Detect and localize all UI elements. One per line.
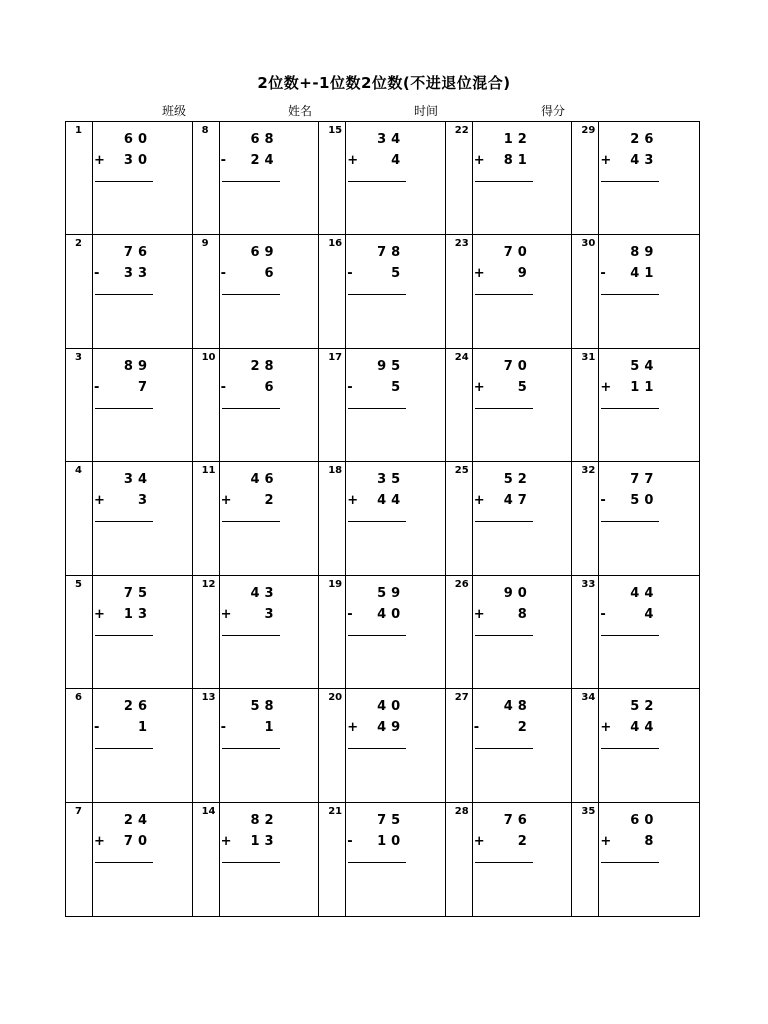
problem-number: 2: [75, 238, 82, 250]
answer-line[interactable]: [95, 862, 153, 863]
problem-number: 10: [201, 351, 216, 363]
index-column: [572, 122, 599, 234]
problem-number: 14: [201, 805, 216, 817]
problem-cell: [572, 803, 699, 916]
operator: +: [94, 153, 105, 168]
operator: +: [600, 720, 612, 736]
second-operand: 13: [250, 833, 279, 849]
second-operand: 10: [377, 833, 406, 849]
problem-number: 32: [581, 465, 596, 477]
second-operand-row: [600, 153, 658, 168]
index-column: [446, 576, 473, 688]
worksheet-title: 2位数+-1位数2位数(不进退位混合): [257, 74, 511, 92]
problem-cell: [319, 689, 446, 802]
second-operand: 30: [123, 153, 152, 168]
answer-line[interactable]: [222, 181, 280, 182]
problem-number: 12: [201, 578, 216, 590]
second-operand: 4: [391, 153, 406, 168]
first-operand: 70: [503, 358, 532, 374]
index-column: [319, 122, 346, 234]
operator: -: [220, 720, 226, 736]
second-operand: 3: [137, 493, 152, 509]
first-operand: 12: [503, 132, 532, 147]
index-column: [66, 235, 93, 347]
problem-cell: [319, 349, 446, 462]
second-operand-row: [347, 153, 405, 168]
problem-number: 1: [75, 125, 82, 136]
index-column: [319, 803, 346, 916]
problem-cell: [319, 122, 446, 235]
index-column: [572, 689, 599, 801]
first-operand: 69: [250, 245, 279, 261]
operator: +: [347, 153, 359, 168]
answer-line[interactable]: [348, 862, 406, 863]
first-operand: 43: [250, 585, 279, 601]
answer-line[interactable]: [475, 408, 533, 409]
operator: +: [220, 493, 232, 509]
index-column: [193, 462, 220, 574]
problem-cell: [193, 235, 320, 348]
answer-line[interactable]: [601, 862, 659, 863]
second-operand: 1: [264, 720, 279, 736]
operator: -: [347, 833, 353, 849]
answer-line[interactable]: [222, 408, 280, 409]
index-column: [446, 349, 473, 461]
index-column: [446, 803, 473, 916]
problem-number: 25: [454, 465, 469, 477]
operator: +: [473, 379, 485, 395]
problem-cell: [193, 462, 320, 575]
first-operand: 59: [377, 585, 406, 601]
second-operand-row: [94, 380, 152, 395]
problem-cell: [572, 689, 699, 802]
problem-number: 17: [328, 351, 343, 363]
first-operand: 58: [250, 699, 279, 715]
problem-number: 13: [201, 692, 216, 704]
score-label: 得分: [541, 104, 566, 118]
operator: +: [94, 833, 105, 849]
problem-cell: [572, 349, 699, 462]
first-operand: 90: [503, 585, 532, 601]
problem-number: 6: [75, 692, 82, 704]
problem-cell: [572, 235, 699, 348]
operator: -: [347, 606, 353, 622]
second-operand-row: [474, 266, 532, 281]
index-column: [319, 349, 346, 461]
index-column: [66, 803, 93, 916]
first-operand: 70: [503, 245, 532, 261]
first-operand: 34: [123, 472, 152, 488]
operator: +: [473, 833, 485, 849]
answer-line[interactable]: [475, 181, 533, 182]
answer-line[interactable]: [222, 635, 280, 636]
operator: -: [600, 266, 606, 282]
index-column: [572, 462, 599, 574]
answer-line[interactable]: [601, 635, 659, 636]
operator: +: [94, 493, 105, 509]
first-operand: 76: [123, 245, 152, 261]
name-label: 姓名: [288, 104, 313, 118]
second-operand: 2: [264, 493, 279, 509]
problem-cell: [446, 803, 573, 916]
second-operand-row: [347, 380, 405, 395]
answer-line[interactable]: [95, 635, 153, 636]
operator: +: [473, 493, 485, 509]
operator: -: [600, 606, 606, 622]
class-label: 班级: [162, 104, 187, 118]
second-operand: 13: [123, 606, 152, 622]
operator: +: [220, 833, 232, 849]
index-column: [446, 122, 473, 234]
operator: -: [94, 379, 100, 395]
problem-number: 21: [328, 805, 343, 817]
problem-cell: [572, 462, 699, 575]
answer-line[interactable]: [348, 294, 406, 295]
problem-cell: [193, 803, 320, 916]
problem-cell: [193, 122, 320, 235]
first-operand: 78: [377, 245, 406, 261]
operator: -: [473, 720, 480, 736]
index-column: [193, 349, 220, 461]
second-operand: 6: [264, 379, 279, 395]
answer-line[interactable]: [222, 748, 280, 749]
operator: -: [600, 493, 606, 509]
operator: +: [600, 379, 612, 395]
operator: -: [220, 153, 226, 168]
problem-cell: [66, 349, 193, 462]
second-operand: 5: [391, 379, 406, 395]
index-column: [66, 576, 93, 688]
first-operand: 95: [377, 358, 406, 374]
problem-number: 35: [581, 805, 596, 817]
problem-cell: [572, 576, 699, 689]
first-operand: 54: [630, 358, 659, 374]
first-operand: 26: [630, 132, 659, 147]
first-operand: 82: [250, 812, 279, 828]
problem-number: 24: [454, 351, 469, 363]
problem-cell: [319, 462, 446, 575]
operator: -: [94, 720, 100, 736]
second-operand: 2: [517, 833, 532, 849]
second-operand-row: [94, 266, 152, 281]
second-operand-row: [94, 720, 152, 735]
second-operand-row: [600, 266, 658, 281]
second-operand: 7: [137, 379, 152, 395]
second-operand-row: [347, 720, 405, 735]
second-operand-row: [347, 607, 405, 622]
operator: +: [600, 833, 612, 849]
index-column: [446, 462, 473, 574]
first-operand: 60: [123, 132, 152, 147]
second-operand-row: [474, 834, 532, 849]
first-operand: 52: [630, 699, 659, 715]
index-column: [446, 689, 473, 801]
index-column: [66, 462, 93, 574]
answer-line[interactable]: [348, 521, 406, 522]
second-operand: 41: [630, 266, 659, 282]
second-operand: 9: [517, 266, 532, 282]
operator: +: [473, 606, 485, 622]
first-operand: 75: [377, 812, 406, 828]
first-operand: 24: [123, 812, 152, 828]
index-column: [193, 235, 220, 347]
index-column: [66, 349, 93, 461]
first-operand: 89: [123, 358, 152, 374]
second-operand: 49: [377, 720, 406, 736]
problem-number: 16: [328, 238, 343, 250]
first-operand: 26: [123, 699, 152, 715]
second-operand-row: [221, 266, 279, 281]
answer-line[interactable]: [95, 521, 153, 522]
first-operand: 34: [377, 132, 406, 147]
problem-cell: [193, 349, 320, 462]
problem-grid: [65, 121, 700, 917]
problem-number: 20: [328, 692, 343, 704]
index-column: [193, 122, 220, 234]
answer-line[interactable]: [475, 635, 533, 636]
first-operand: 48: [503, 699, 532, 715]
problem-number: 23: [454, 238, 469, 250]
operator: +: [220, 606, 232, 622]
problem-cell: [446, 122, 573, 235]
second-operand-row: [94, 493, 152, 508]
operator: +: [347, 493, 359, 509]
first-operand: 77: [630, 472, 659, 488]
operator: +: [347, 720, 359, 736]
second-operand: 47: [503, 493, 532, 509]
first-operand: 75: [123, 585, 152, 601]
index-column: [572, 803, 599, 916]
second-operand: 1: [137, 720, 152, 736]
answer-line[interactable]: [601, 521, 659, 522]
problem-cell: [446, 235, 573, 348]
problem-number: 7: [75, 805, 82, 817]
index-column: [319, 462, 346, 574]
answer-line[interactable]: [348, 181, 406, 182]
first-operand: 40: [377, 699, 406, 715]
answer-line[interactable]: [95, 294, 153, 295]
second-operand-row: [221, 720, 279, 735]
problem-cell: [446, 462, 573, 575]
first-operand: 35: [377, 472, 406, 488]
index-column: [66, 689, 93, 801]
problem-number: 33: [581, 578, 596, 590]
header-labels: [0, 102, 768, 120]
index-column: [319, 689, 346, 801]
problem-number: 11: [201, 465, 216, 477]
second-operand: 24: [250, 153, 279, 168]
second-operand-row: [600, 493, 658, 508]
second-operand-row: [221, 493, 279, 508]
second-operand: 8: [644, 833, 659, 849]
second-operand-row: [94, 834, 152, 849]
second-operand-row: [600, 834, 658, 849]
second-operand: 11: [630, 379, 659, 395]
problem-number: 8: [201, 125, 209, 136]
problem-cell: [66, 689, 193, 802]
problem-number: 34: [581, 692, 596, 704]
second-operand: 2: [517, 720, 532, 736]
operator: -: [94, 266, 100, 282]
time-label: 时间: [414, 104, 439, 118]
second-operand: 3: [264, 606, 279, 622]
index-column: [572, 576, 599, 688]
operator: +: [473, 153, 485, 168]
answer-line[interactable]: [95, 748, 153, 749]
problem-number: 30: [581, 238, 596, 250]
answer-line[interactable]: [348, 635, 406, 636]
problem-cell: [446, 689, 573, 802]
second-operand-row: [474, 720, 532, 735]
answer-line[interactable]: [475, 748, 533, 749]
problem-cell: [66, 803, 193, 916]
problem-number: 19: [328, 578, 343, 590]
operator: -: [220, 266, 226, 282]
problem-cell: [193, 689, 320, 802]
problem-number: 22: [454, 125, 469, 136]
second-operand-row: [600, 720, 658, 735]
answer-line[interactable]: [95, 181, 153, 182]
problem-cell: [319, 235, 446, 348]
index-column: [572, 235, 599, 347]
index-column: [193, 689, 220, 801]
operator: -: [347, 266, 353, 282]
problem-cell: [319, 803, 446, 916]
problem-cell: [66, 235, 193, 348]
problem-number: 29: [581, 125, 596, 136]
second-operand: 33: [123, 266, 152, 282]
first-operand: 52: [503, 472, 532, 488]
problem-cell: [66, 576, 193, 689]
second-operand-row: [221, 153, 279, 168]
first-operand: 44: [630, 585, 659, 601]
first-operand: 28: [250, 358, 279, 374]
index-column: [193, 576, 220, 688]
operator: -: [347, 379, 353, 395]
answer-line[interactable]: [475, 521, 533, 522]
second-operand-row: [474, 153, 532, 168]
operator: -: [220, 379, 226, 395]
index-column: [319, 576, 346, 688]
second-operand: 4: [644, 606, 659, 622]
second-operand: 8: [517, 606, 532, 622]
first-operand: 68: [250, 132, 279, 147]
second-operand-row: [474, 607, 532, 622]
index-column: [319, 235, 346, 347]
answer-line[interactable]: [601, 181, 659, 182]
answer-line[interactable]: [475, 862, 533, 863]
second-operand: 50: [630, 493, 659, 509]
second-operand: 6: [264, 266, 279, 282]
first-operand: 46: [250, 472, 279, 488]
problem-number: 18: [328, 465, 343, 477]
second-operand: 5: [391, 266, 406, 282]
operator: +: [473, 266, 485, 282]
problem-number: 26: [454, 578, 469, 590]
answer-line[interactable]: [601, 408, 659, 409]
problem-number: 5: [75, 578, 82, 590]
answer-line[interactable]: [348, 748, 406, 749]
second-operand: 40: [377, 606, 406, 622]
first-operand: 60: [630, 812, 659, 828]
answer-line[interactable]: [601, 748, 659, 749]
problem-cell: [193, 576, 320, 689]
second-operand: 44: [377, 493, 406, 509]
first-operand: 76: [503, 812, 532, 828]
answer-line[interactable]: [222, 862, 280, 863]
operator: +: [94, 606, 105, 622]
index-column: [446, 235, 473, 347]
problem-number: 9: [201, 238, 209, 250]
second-operand-row: [474, 380, 532, 395]
problem-cell: [319, 576, 446, 689]
second-operand-row: [221, 380, 279, 395]
second-operand-row: [347, 493, 405, 508]
second-operand-row: [221, 834, 279, 849]
index-column: [572, 349, 599, 461]
operator: +: [600, 153, 612, 168]
second-operand-row: [94, 153, 152, 168]
second-operand-row: [347, 266, 405, 281]
second-operand-row: [600, 607, 658, 622]
second-operand: 44: [630, 720, 659, 736]
problem-number: 31: [581, 351, 596, 363]
problem-cell: [66, 462, 193, 575]
problem-number: 27: [454, 692, 469, 704]
problem-number: 15: [328, 125, 343, 136]
second-operand-row: [347, 834, 405, 849]
second-operand-row: [474, 493, 532, 508]
second-operand-row: [94, 607, 152, 622]
problem-cell: [66, 122, 193, 235]
index-column: [66, 122, 93, 234]
index-column: [193, 803, 220, 916]
second-operand-row: [600, 380, 658, 395]
answer-line[interactable]: [601, 294, 659, 295]
problem-cell: [446, 349, 573, 462]
answer-line[interactable]: [222, 521, 280, 522]
answer-line[interactable]: [348, 408, 406, 409]
problem-number: 4: [75, 465, 82, 477]
second-operand: 5: [517, 379, 532, 395]
answer-line[interactable]: [475, 294, 533, 295]
second-operand: 81: [503, 153, 532, 168]
problem-cell: [446, 576, 573, 689]
answer-line[interactable]: [222, 294, 280, 295]
second-operand-row: [221, 607, 279, 622]
problem-number: 3: [75, 351, 82, 363]
second-operand: 43: [630, 153, 659, 168]
problem-cell: [572, 122, 699, 235]
answer-line[interactable]: [95, 408, 153, 409]
first-operand: 89: [630, 245, 659, 261]
second-operand: 70: [123, 833, 152, 849]
problem-number: 28: [454, 805, 469, 817]
